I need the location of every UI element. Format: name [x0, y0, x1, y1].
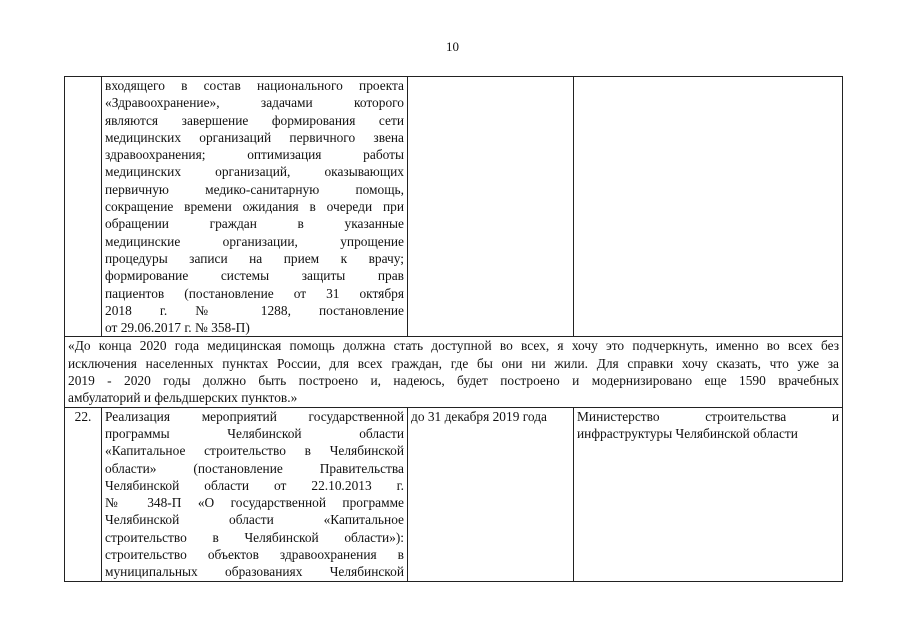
text-line: сокращение времени ожидания в очереди при: [105, 199, 404, 215]
table-row-quote: [65, 337, 843, 407]
text-line: строительство в Челябинской области»):: [105, 529, 404, 545]
text-line: медицинские организации, упрощение: [105, 233, 404, 249]
measures-table: [64, 76, 843, 582]
quote-line: 2019 - 2020 годы должно быть построено и, надеюсь, будет построено и модернизировано еще 1590 врачебных: [68, 373, 839, 389]
table-row-22: [65, 407, 843, 581]
page-number: 10: [446, 39, 459, 54]
text-line: строительство объектов здравоохранения в: [105, 547, 404, 563]
cell-deadline-empty: [408, 77, 574, 337]
text-line: 2018 г. № 1288, постановление: [105, 302, 404, 318]
cell-number-empty: [65, 77, 102, 337]
cell-measure-description: [102, 77, 408, 337]
deadline-text: до 31 декабря 2019 года: [411, 408, 547, 424]
cell-row-number: 22.: [65, 407, 102, 581]
quote-line: амбулаторий и фельдшерских пунктов.»: [68, 390, 298, 406]
table-row-continued: [65, 77, 843, 337]
text-line: медицинских организаций, оказывающих: [105, 164, 404, 180]
cell-responsible-empty: [574, 77, 843, 337]
text-line: «Капитальное строительство в Челябинской: [105, 443, 404, 459]
text-line: формирование системы защиты прав: [105, 268, 404, 284]
text-line: «Здравоохранение», задачами которого: [105, 95, 404, 111]
text-line: обращении граждан в указанные: [105, 216, 404, 232]
text-line: входящего в состав национального проекта: [105, 78, 404, 93]
text-line: программы Челябинской области: [105, 425, 404, 441]
text-line: первичную медико-санитарную помощь,: [105, 181, 404, 197]
text-line: являются завершение формирования сети: [105, 112, 404, 128]
text-line: процедуры записи на прием к врачу;: [105, 250, 404, 266]
cell-measure-description: [102, 407, 408, 581]
text-line: пациентов (постановление от 31 октября: [105, 285, 404, 301]
text-line: здравоохранения; оптимизация работы: [105, 147, 404, 163]
text-line: от 29.06.2017 г. № 358-П): [105, 320, 250, 336]
text-line: медицинских организаций первичного звена: [105, 129, 404, 145]
text-line: области» (постановление Правительства: [105, 460, 404, 476]
cell-quote: [65, 337, 843, 407]
text-line: Челябинской области «Капитальное: [105, 512, 404, 528]
text-line: Реализация мероприятий государственной: [105, 408, 404, 424]
cell-deadline: [408, 407, 574, 581]
quote-line: «До конца 2020 года медицинская помощь должна стать доступной во всех, я хочу это подчеркнуть, именно во всех без: [68, 338, 839, 354]
cell-responsible: [574, 407, 843, 581]
text-line: муниципальных образованиях Челябинской: [105, 564, 404, 580]
text-line: Министерство строительства и: [577, 408, 839, 424]
text-line: инфраструктуры Челябинской области: [577, 425, 798, 441]
quote-line: исключения населенных пунктах России, для всех граждан, где бы они ни жили. Для справки хочу сказать, что уже за: [68, 355, 839, 371]
text-line: Челябинской области от 22.10.2013 г.: [105, 477, 404, 493]
text-line: № 348-П «О государственной программе: [105, 495, 404, 511]
